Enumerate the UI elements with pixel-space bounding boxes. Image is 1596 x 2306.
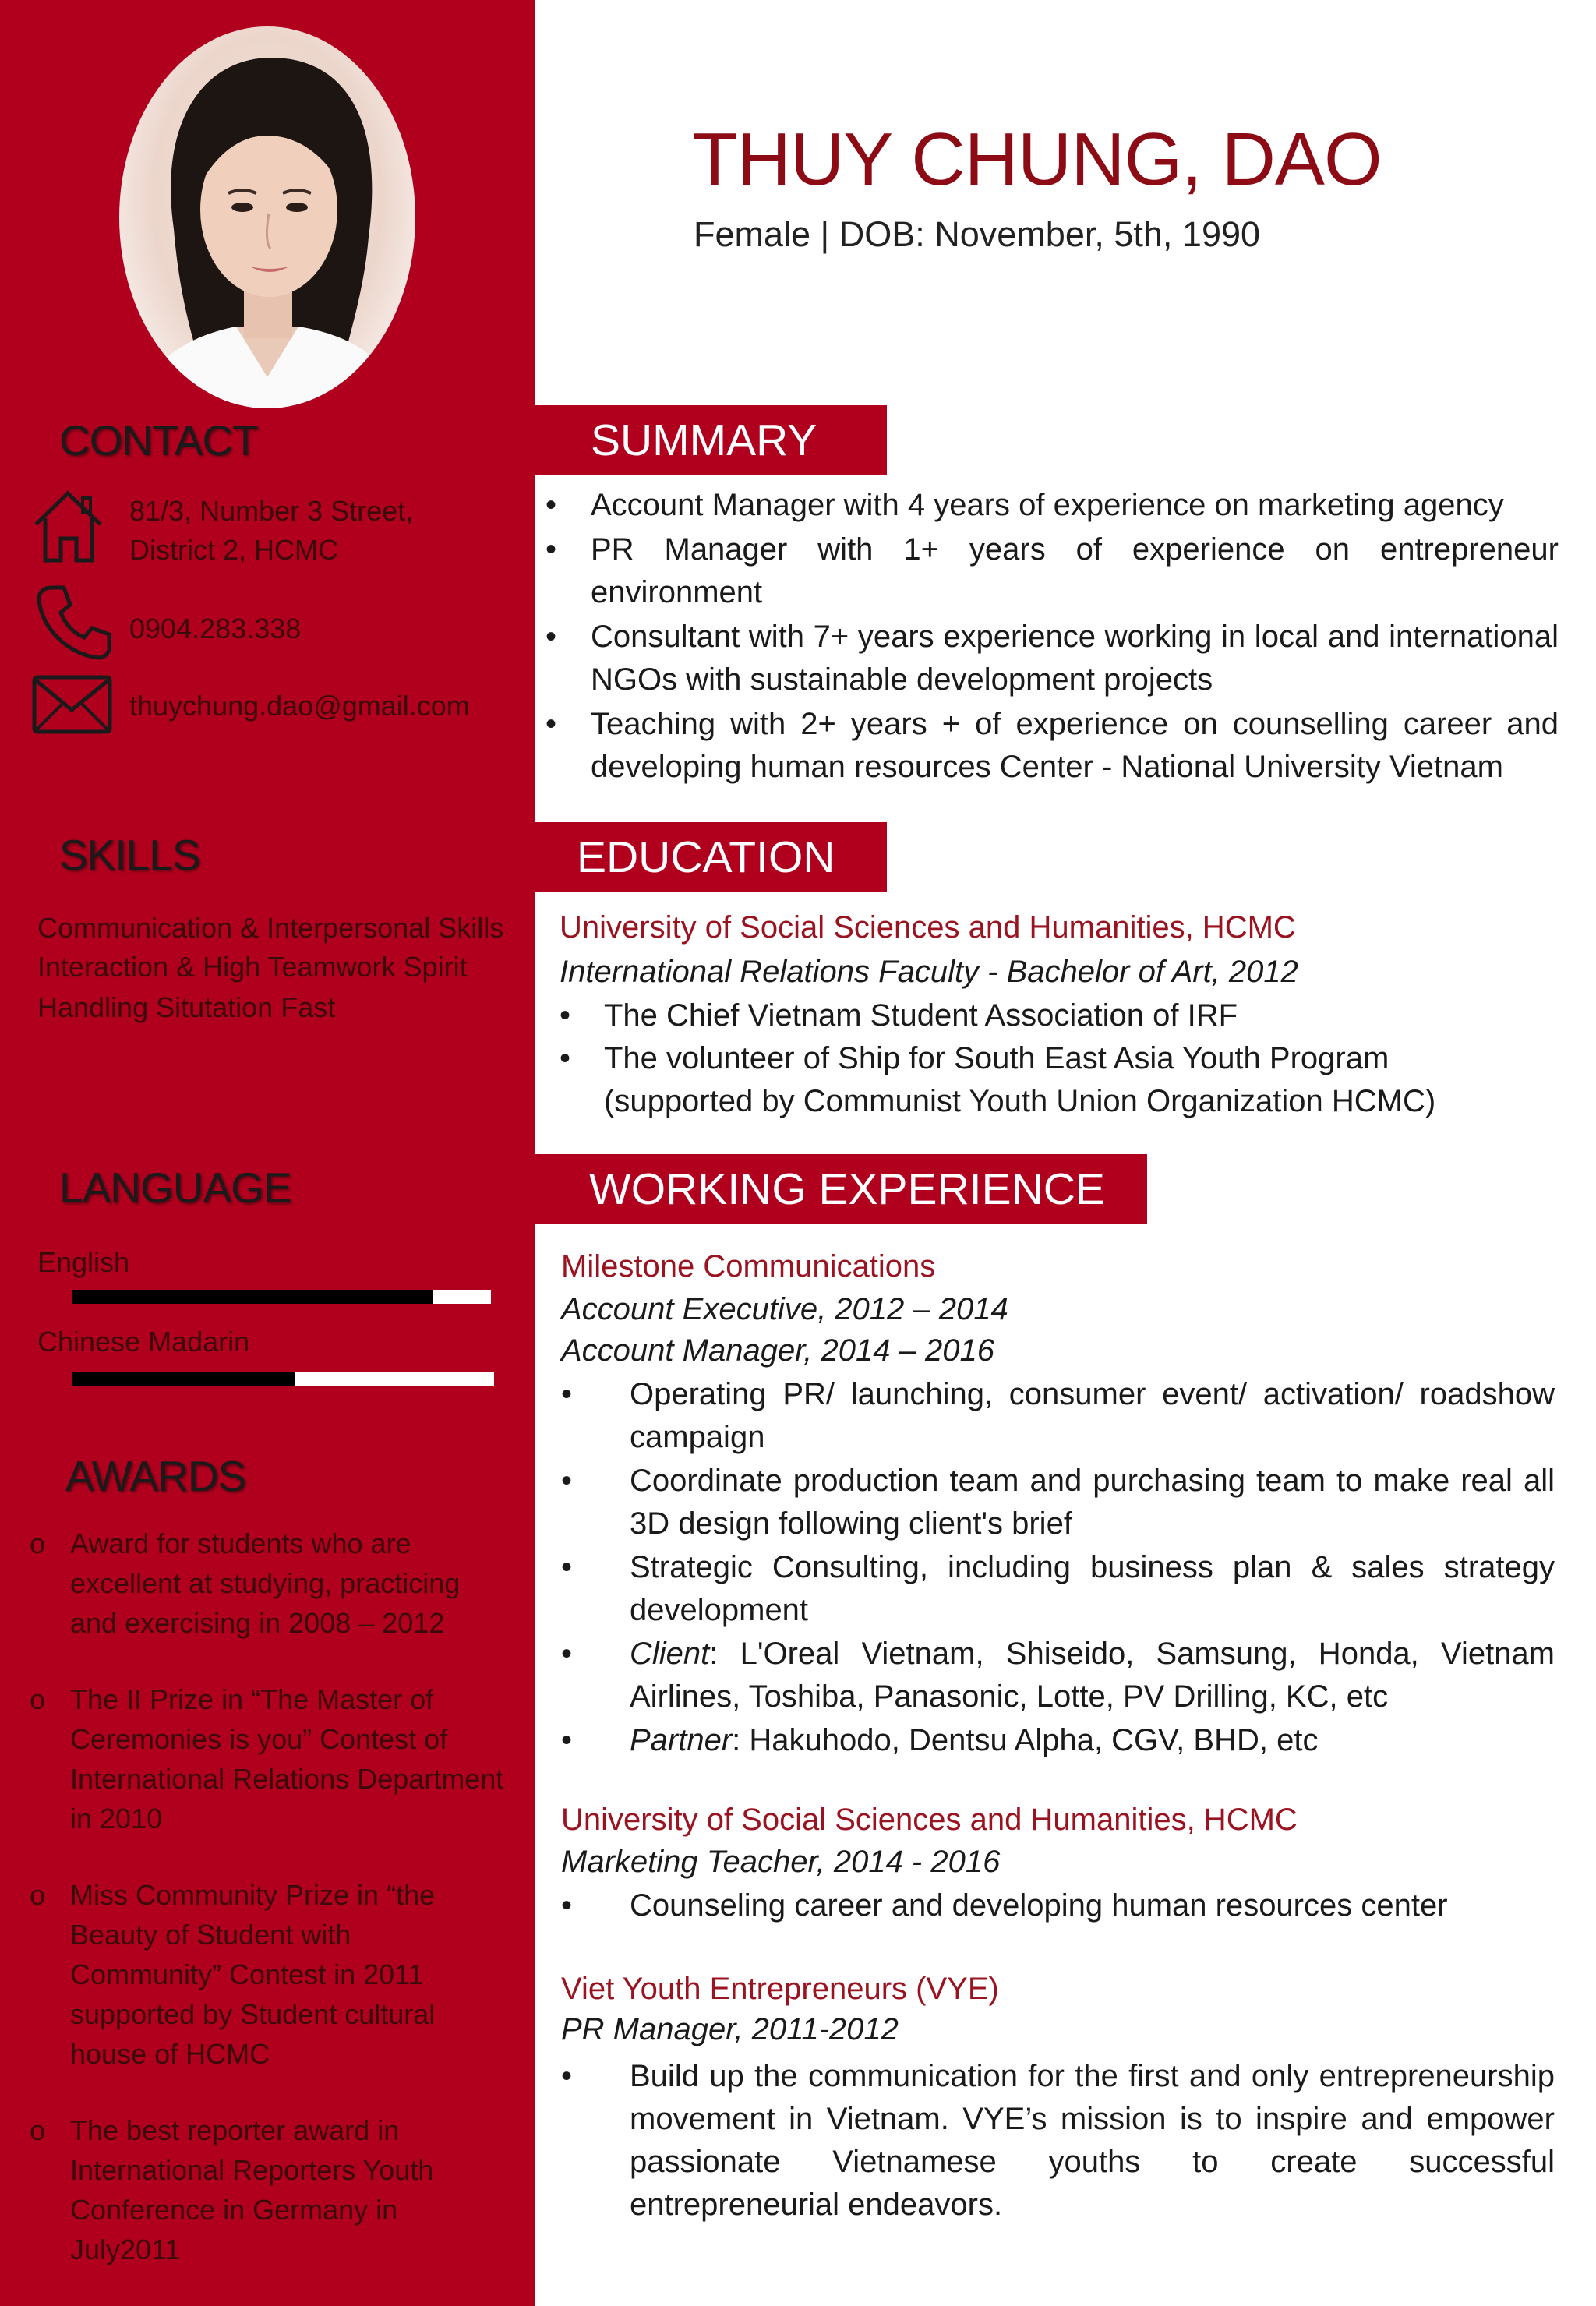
job-duty: • Operating PR/ launching, consumer event/ activation/ roadshow campaign (561, 1373, 1555, 1459)
summary-heading (535, 405, 887, 475)
language-level-bar (72, 1372, 494, 1386)
sidebar (0, 0, 535, 2306)
job-partners (561, 1719, 1555, 1762)
language-level-fill (72, 1372, 295, 1386)
education-item: • The Chief Vietnam Student Association of IRF (560, 994, 1464, 1037)
job-duty: • Build up the communication for the first and only entrepreneurship movement in Vietnam. VYE’s mission is to inspire and empower passionate Vietnamese youths to create successful entrepreneurial endeavors. (561, 2055, 1555, 2227)
job-organization: Viet Youth Entrepreneurs (VYE) (561, 1972, 999, 2006)
summary-item: • Consultant with 7+ years experience working in local and international NGOs with sustainable development projects (546, 616, 1559, 701)
education-degree: International Relations Faculty - Bachelor of Art, 2012 (560, 955, 1298, 989)
experience-heading (535, 1154, 1147, 1224)
awards-heading: AWARDS (65, 1452, 246, 1500)
award-item: o Miss Community Prize in “the Beauty of Student with Community” Contest in 2011 supported by Student cultural house of HCMC (30, 1875, 505, 2074)
education-school: University of Social Sciences and Humanities, HCMC (560, 910, 1296, 945)
email-address[interactable]: thuychung.dao@gmail.com (129, 690, 470, 722)
email-icon (31, 674, 113, 735)
language-level-bar (72, 1290, 491, 1304)
job-duty: • Counseling career and developing human resources center (561, 1884, 1555, 1927)
language-name: Chinese Madarin (37, 1326, 250, 1358)
job-duties (561, 1373, 1555, 1762)
awards-list (30, 1524, 505, 2306)
job-role: Marketing Teacher, 2014 - 2016 (561, 1845, 1001, 1879)
contact-heading: CONTACT (59, 416, 258, 464)
skills-heading: SKILLS (59, 831, 200, 879)
job-role: PR Manager, 2011-2012 (561, 2012, 899, 2046)
language-name: English (37, 1246, 130, 1278)
summary-item: • Teaching with 2+ years + of experience on counselling career and developing human resources Center - National University Vietnam (546, 703, 1559, 789)
phone-number[interactable]: 0904.283.338 (129, 613, 302, 644)
job-organization: University of Social Sciences and Humanities, HCMC (561, 1803, 1298, 1837)
job-role: Account Executive, 2012 – 2014 (561, 1292, 1008, 1326)
job-duty: • Strategic Consulting, including business plan & sales strategy development (561, 1546, 1555, 1632)
education-heading (535, 822, 887, 892)
client-list: : L'Oreal Vietnam, Shiseido, Samsung, Honda, Vietnam Airlines, Toshiba, Panasonic, Lotte, PV Drilling, KC, etc (630, 1637, 1555, 1714)
job-organization: Milestone Communications (561, 1249, 936, 1284)
client-label: Client (630, 1637, 710, 1671)
job-clients (561, 1633, 1555, 1718)
profile-photo (119, 26, 415, 408)
language-level-fill (72, 1290, 433, 1304)
phone-icon (34, 583, 112, 661)
education-heading-text: EDUCATION (577, 832, 835, 882)
candidate-subtitle: Female | DOB: November, 5th, 1990 (694, 214, 1261, 254)
job-duty: • Coordinate production team and purchasing team to make real all 3D design following client's brief (561, 1460, 1555, 1545)
job-role: Account Manager, 2014 – 2016 (561, 1333, 994, 1368)
skill-item: Interaction & High Teamwork Spirit (37, 951, 468, 983)
language-heading: LANGUAGE (59, 1164, 291, 1212)
education-list (560, 994, 1464, 1123)
partner-list: : Hakuhodo, Dentsu Alpha, CGV, BHD, etc (732, 1723, 1319, 1757)
candidate-name: THUY CHUNG, DAO (692, 118, 1382, 201)
experience-heading-text: WORKING EXPERIENCE (589, 1164, 1105, 1214)
summary-heading-text: SUMMARY (591, 415, 817, 465)
award-item: o The best reporter award in International Reporters Youth Conference in Germany in July2011 (30, 2110, 505, 2269)
home-icon (31, 487, 105, 565)
address-line-1: 81/3, Number 3 Street, (129, 495, 414, 527)
education-item: • The volunteer of Ship for South East Asia Youth Program (supported by Communist Youth Union Organization HCMC) (560, 1037, 1464, 1123)
summary-list (546, 484, 1559, 789)
skill-item: Communication & Interpersonal Skills (37, 912, 504, 944)
summary-item: • PR Manager with 1+ years of experience on entrepreneur environment (546, 528, 1559, 614)
summary-item: • Account Manager with 4 years of experience on marketing agency (546, 484, 1559, 527)
job-duties (561, 1884, 1555, 1927)
award-item: o The II Prize in “The Master of Ceremonies is you” Contest of International Relations Department in 2010 (30, 1679, 505, 1838)
partner-label: Partner (630, 1723, 733, 1757)
job-duties (561, 2055, 1555, 2227)
skill-item: Handling Situtation Fast (37, 991, 336, 1023)
award-item: o Award for students who are excellent at studying, practicing and exercising in 2008 – 2012 (30, 1524, 505, 1643)
address-line-2: District 2, HCMC (129, 534, 338, 566)
